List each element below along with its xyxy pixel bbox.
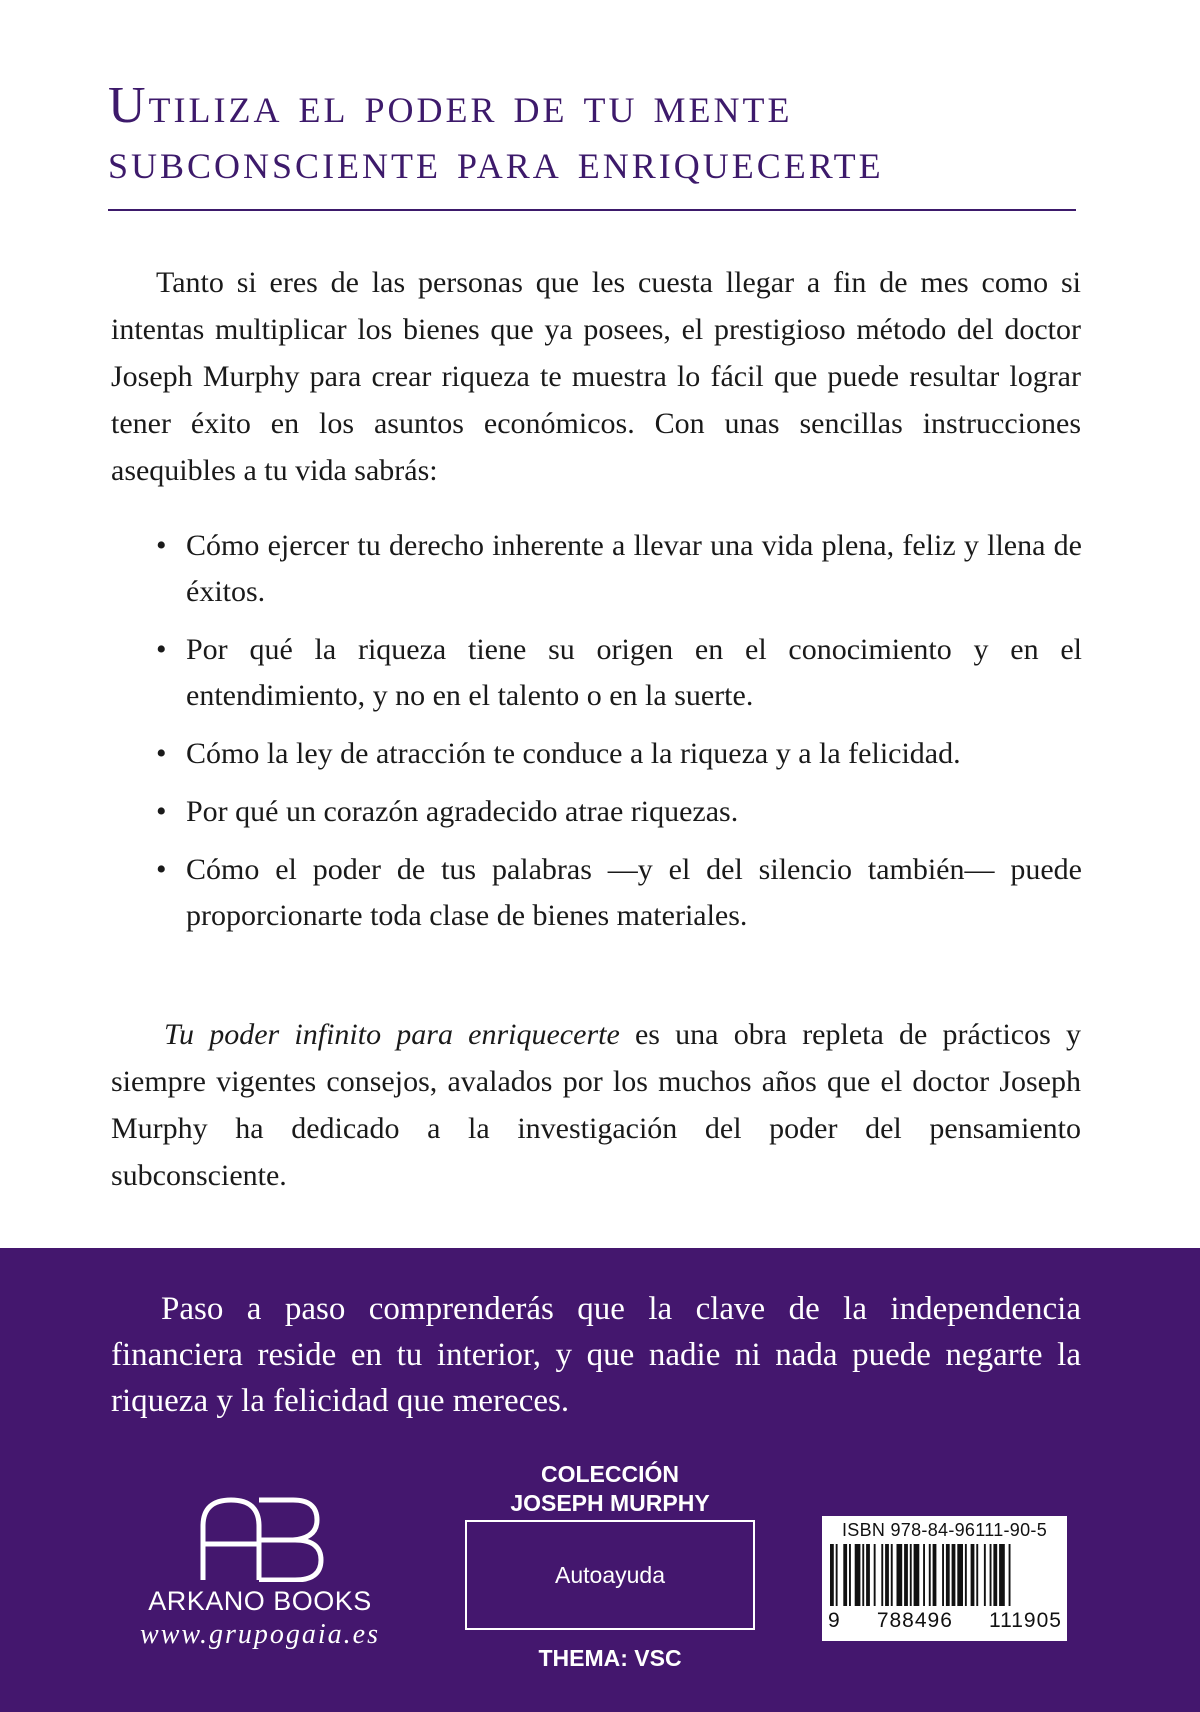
bullet-icon: • — [156, 853, 167, 886]
barcode-bar — [904, 1544, 908, 1606]
barcode-bar — [952, 1544, 956, 1606]
bullet-icon: • — [156, 529, 167, 562]
barcode-bar — [843, 1544, 847, 1606]
barcode-bar — [957, 1544, 963, 1606]
list-item-text: Por qué un corazón agradecido atrae riquezas. — [186, 795, 739, 828]
barcode-icon — [830, 1544, 1059, 1610]
list-item — [156, 627, 1082, 719]
bullet-icon: • — [156, 737, 167, 770]
publisher-url: www.grupogaia.es — [140, 1619, 380, 1650]
barcode-bar — [830, 1544, 834, 1606]
page-title — [108, 78, 1108, 190]
barcode-bar — [942, 1544, 944, 1606]
collection-heading — [465, 1460, 755, 1518]
barcode-bar — [866, 1544, 870, 1606]
barcode-bar — [933, 1544, 937, 1606]
barcode-bar — [965, 1544, 967, 1606]
barcode-digit-group-1: 788496 — [876, 1609, 953, 1632]
bullet-icon: • — [156, 795, 167, 828]
publisher-logo — [140, 1496, 380, 1706]
genre-box — [465, 1520, 755, 1630]
barcode-bar — [971, 1544, 975, 1606]
barcode-bar — [929, 1544, 931, 1606]
barcode-digits — [828, 1609, 1062, 1633]
bullet-icon: • — [156, 633, 167, 666]
barcode-panel — [822, 1516, 1067, 1641]
barcode-bar — [849, 1544, 851, 1606]
barcode-digit-group-2: 111905 — [989, 1609, 1062, 1632]
band-paragraph: Paso a paso comprenderás que la clave de la independencia financiera reside en tu interior, y que nadie ni nada puede negarte la riqueza y la felicidad que mereces. — [111, 1291, 1081, 1419]
list-item — [156, 789, 1082, 835]
barcode-bar — [1009, 1544, 1011, 1606]
isbn-number: ISBN 978-84-96111-90-5 — [841, 1520, 1048, 1540]
list-item-text: Por qué la riqueza tiene su origen en el conocimiento y en el entendimiento, y no en el talento o en la suerte. — [186, 633, 1082, 712]
list-item-text: Cómo el poder de tus palabras —y el del silencio también— puede proporcionarte toda clase de bienes materiales. — [186, 853, 1082, 932]
list-item — [156, 731, 1082, 777]
book-title: Tu poder infinito para enriquecerte — [164, 1018, 620, 1051]
barcode-bar — [897, 1544, 903, 1606]
title-line-2: subconsciente para enriquecerte — [108, 133, 884, 190]
barcode-bar — [891, 1544, 893, 1606]
barcode-bar — [885, 1544, 889, 1606]
list-item — [156, 847, 1082, 939]
list-item — [156, 523, 1082, 615]
barcode-bar — [946, 1544, 950, 1606]
barcode-bar — [923, 1544, 925, 1606]
arkano-ab-logo-icon — [195, 1496, 325, 1582]
thema-code: THEMA: VSC — [538, 1645, 682, 1671]
purple-band — [0, 1248, 1200, 1712]
barcode-bar — [990, 1544, 992, 1606]
benefits-list — [156, 523, 1082, 951]
publisher-name: ARKANO BOOKS — [148, 1586, 372, 1616]
barcode-bar — [862, 1544, 864, 1606]
barcode-bar — [914, 1544, 920, 1606]
closing-paragraph — [111, 1011, 1081, 1199]
genre-label: Autoayuda — [555, 1561, 665, 1588]
title-line-1: Utiliza el poder de tu mente — [108, 77, 793, 134]
title-divider — [108, 209, 1076, 211]
barcode-bar — [999, 1544, 1005, 1606]
collection-line-1: COLECCIÓN — [541, 1461, 679, 1487]
barcode-bar — [836, 1544, 838, 1606]
barcode-bar — [976, 1544, 978, 1606]
barcode-bar — [881, 1544, 883, 1606]
barcode-digit-prefix: 9 — [828, 1609, 841, 1632]
barcode-bar — [855, 1544, 861, 1606]
barcode-bar — [984, 1544, 986, 1606]
list-item-text: Cómo ejercer tu derecho inherente a llevar una vida plena, feliz y llena de éxitos. — [186, 529, 1082, 608]
barcode-bar — [910, 1544, 912, 1606]
barcode-bar — [874, 1544, 876, 1606]
closing-text: es una obra repleta de prácticos y siempre vigentes consejos, avalados por los muchos años que el doctor Joseph Murphy ha dedicado a la investigación del poder del pensamiento subconsciente. — [111, 1018, 1081, 1192]
collection-line-2: JOSEPH MURPHY — [510, 1490, 710, 1516]
intro-paragraph: Tanto si eres de las personas que les cuesta llegar a fin de mes como si intentas multiplicar los bienes que ya posees, el prestigioso método del doctor Joseph Murphy para crear riqueza te muestra lo fácil que puede resultar lograr tener éxito en los asuntos económicos. Con unas sencillas instrucciones asequibles a tu vida sabrás: — [111, 266, 1081, 487]
barcode-bar — [993, 1544, 997, 1606]
list-item-text: Cómo la ley de atracción te conduce a la riqueza y a la felicidad. — [186, 737, 961, 770]
